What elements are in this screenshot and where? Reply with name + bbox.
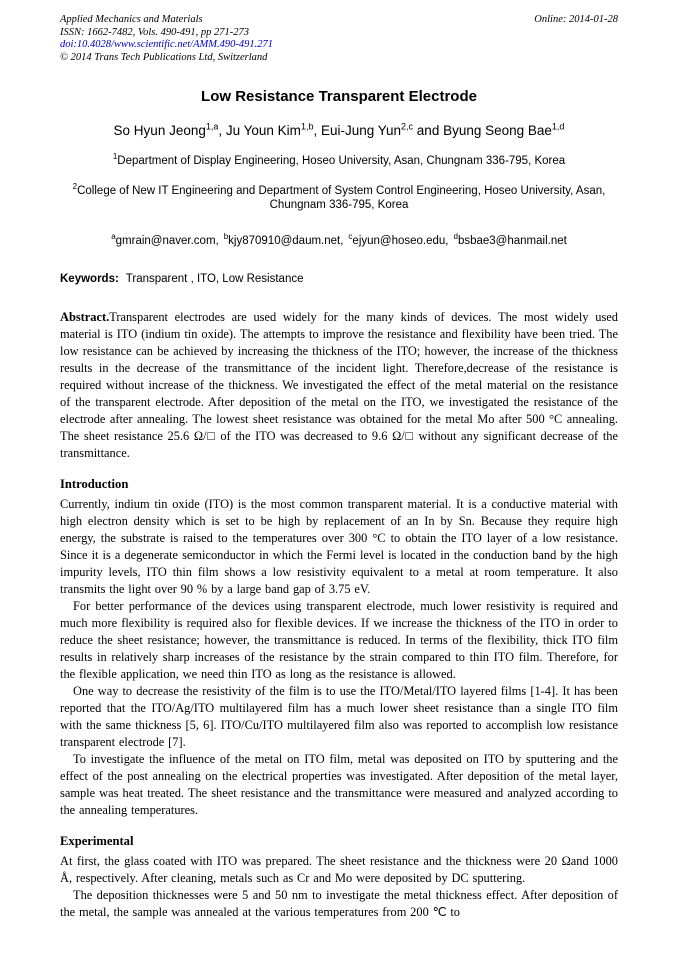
- email-c-marker: c: [348, 232, 353, 242]
- email-b-marker: b: [223, 232, 229, 242]
- emails-line: [60, 233, 618, 248]
- author-3: [313, 123, 413, 138]
- experimental-paragraph-2: The deposition thicknesses were 5 and 50 nm to investigate the metal thickness effect. After deposition of the metal, the sample was annealed at the various temperatures from 200 ℃ to: [60, 888, 618, 920]
- online-date: Online: 2014-01-28: [534, 14, 618, 25]
- journal-copyright-line: © 2014 Trans Tech Publications Ltd, Switzerland: [60, 51, 268, 63]
- abstract: [60, 309, 618, 462]
- author-4-sup: 1,d: [551, 121, 565, 131]
- author-1-name: So Hyun Jeong: [113, 122, 206, 138]
- journal-title: Applied Mechanics and Materials: [60, 14, 203, 25]
- affiliation-2-marker: 2: [72, 181, 78, 191]
- email-c: [348, 232, 449, 248]
- journal-header-left: [60, 14, 273, 64]
- section-heading-introduction: Introduction: [60, 477, 129, 492]
- abstract-text: Transparent electrodes are used widely for the many kinds of devices. The most widely used material is ITO (indium tin oxide). The attempts to improve the resistance and flexibility have been tried. The low resistance can be achieved by increasing the thickness of the ITO; however, the increase of the thickness results in the decrease of the transmittance of the incident light. Therefore,decrease of the resistance is required without increase of the thickness. We investigated the effect of the metal material on the resistance of the transparent electrode. After deposition of the metal on the ITO, we investigated the resistance of the electrode after annealing. The lowest sheet resistance was obtained for the metal Mo after 500 °C annealing. The sheet resistance 25.6 Ω/□ of the ITO was decreased to 9.6 Ω/□ without any significant decrease of the transmittance.: [60, 310, 618, 461]
- authors-line: [60, 121, 618, 138]
- experimental-paragraph-1: At first, the glass coated with ITO was prepared. The sheet resistance and the thickness were 20 Ωand 1000 Å, respectively. After cleaning, metals such as Cr and Mo were deposited by DC sputtering.: [60, 854, 618, 886]
- author-1-sup: 1,a: [205, 121, 219, 131]
- email-a-address: gmrain@naver.com,: [115, 235, 219, 248]
- email-a: [111, 232, 219, 248]
- keywords-text: Transparent , ITO, Low Resistance: [125, 273, 304, 286]
- affiliation-1-marker: 1: [112, 151, 118, 161]
- author-4-name: and Byung Seong Bae: [413, 122, 552, 138]
- keywords-line: [60, 273, 618, 285]
- email-c-address: ejyun@hoseo.edu,: [352, 235, 449, 248]
- author-2: [218, 123, 313, 138]
- email-d-marker: d: [453, 232, 458, 242]
- journal-issn-line: ISSN: 1662-7482, Vols. 490-491, pp 271-273: [60, 26, 249, 38]
- abstract-label: Abstract.: [60, 310, 110, 325]
- journal-header: [60, 14, 618, 64]
- section-heading-experimental: Experimental: [60, 834, 134, 849]
- paper-title: Low Resistance Transparent Electrode: [201, 88, 477, 105]
- affiliation-1: [60, 150, 618, 168]
- introduction-paragraph-1: Currently, indium tin oxide (ITO) is the most common transparent material. It is a conductive material with high electron density which is set to be high by replacement of an In by Sn. Because they require high energy, the substrate is raised to the temperatures over 300 °C to obtain the ITO layer of a low resistance. Since it is a degenerate semiconductor in which the Fermi level is located in the conduction band by the high impurity levels, ITO thin film shows a low resistivity equivalent to a metal at room temperature. It also transmits the light over 90 % by a large band gap of 3.75 eV.: [60, 497, 618, 597]
- journal-doi-link[interactable]: doi:10.4028/www.scientific.net/AMM.490-491.271: [60, 39, 273, 50]
- author-2-sup: 1,b: [300, 121, 314, 131]
- introduction-paragraph-3: One way to decrease the resistivity of the film is to use the ITO/Metal/ITO layered films [1-4]. It has been reported that the ITO/Ag/ITO multilayered film has a much lower sheet resistance than a single ITO film with the same thickness [5, 6]. ITO/Cu/ITO multilayered film also was reported to accomplish low resistance transparent electrode [7].: [60, 684, 618, 750]
- author-4: [413, 123, 564, 138]
- email-d: [453, 232, 567, 248]
- author-2-name: , Ju Youn Kim: [218, 122, 301, 138]
- affiliation-2: [60, 180, 618, 213]
- introduction-paragraph-4: To investigate the influence of the metal on ITO film, metal was deposited on ITO by sputtering and the effect of the post annealing on the electrical properties was investigated. After deposition of the metal layer, sample was heat treated. The sheet resistance and the transmittance were measured and analyzed according to the annealing temperatures.: [60, 752, 618, 818]
- keywords-label: Keywords:: [60, 273, 119, 286]
- introduction-paragraph-2: For better performance of the devices using transparent electrode, much lower resistivity is required and much more flexibility is required also for flexible devices. If we increase the thickness of the ITO in order to reduce the sheet resistance; however, the transmittance is reduced. In terms of the flexibility, thick ITO film results in relatively sharp increases of the resistance by the strain compared to thin ITO film. Therefore, for the flexible application, we need thin ITO as long as the resistance is allowed.: [60, 599, 618, 682]
- email-b: [223, 232, 344, 248]
- author-1: [114, 123, 219, 138]
- email-d-address: bsbae3@hanmail.net: [457, 235, 567, 248]
- affiliation-1-text: Department of Display Engineering, Hoseo University, Asan, Chungnam 336-795, Korea: [117, 154, 566, 167]
- author-3-name: , Eui-Jung Yun: [313, 122, 402, 138]
- author-3-sup: 2,c: [401, 121, 414, 131]
- email-b-address: kjy870910@daum.net,: [228, 235, 344, 248]
- affiliation-2-text: College of New IT Engineering and Department of System Control Engineering, Hoseo University, Asan, Chungnam 336-795, Korea: [77, 184, 606, 212]
- journal-header-right: [534, 14, 618, 27]
- email-a-marker: a: [111, 232, 116, 242]
